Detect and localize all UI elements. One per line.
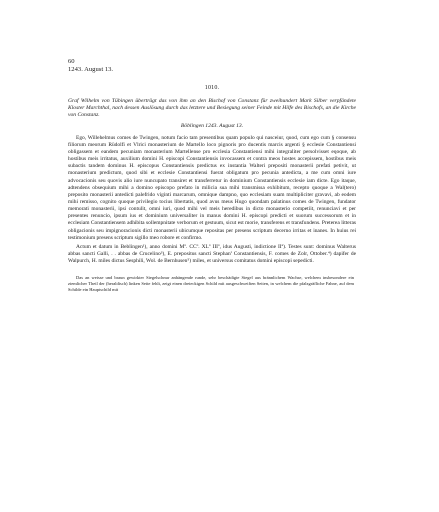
- document-body: [68, 135, 356, 242]
- running-title: 1243. August 13.: [68, 66, 114, 73]
- running-head: [68, 58, 356, 66]
- closing-paragraph: Actum et datum in Beblingen¹), anno domini Mº. CCº. XLº IIIº, idus Augusti, indictione IIª). Testes sunt: dominus Walterus abbas sancti Galli, . . abbas de Crucelino³), E. prepositus sancti Stephanⁱ Constantiensis, F. comes de Zolr, Ottober.⁴) dapifer de Walpurch, H. miles dictus Sesphili, Wol. de Bernhusen⁵) miles, et universus comitatus domini episcopi sepedicti.: [68, 243, 356, 265]
- footnote-paragraph: Das an weisse und braun gewirkter Siegelschnur anhängende runde, sehr beschädigte Siegel aus brännlichem Wachse, welchem insbesondere ein ziemlicher Theil der (heraldisch) linken Seite fehlt, zeigt einen dreieckigen Schild mit ausgeschweiften Seiten, in welchem die pfalzgräfliche Fahne, auf dem Schilde ein Hauptschild mit: [68, 275, 354, 293]
- running-title-wrap: [68, 66, 356, 74]
- body-paragraph: Ego, Willehelmus comes de Twingen, notum facio tam presentibus quam populo qui nasceiur, quod, cum ego cum § consensu filiorum meorum Rüdolfi et Vlrici monasterium de Martello loco pignoris pro ducentis marcis argenti § ecclesie Constantiensi obligassem et eandem pecuniam monasterium Martellense pro ecclesia Constantiensi mihi integraliter persolvisset eqoque, ab hostibus meis irritatus, auxilium domini H. episcopi Constantiensis invocassem et contra meos hostes accepissem, hostibus meis subactis tandem dominus H. episcopus Constantiensis predictus ex instantia Walteri prepositi monasterii prefati petivit, ut monasterium predictum, quod sibi et ecclesie Constantiensi fuerat obligatum pro pecunia antedicta, a me cum omni iure advocacionis seu quovis alio iure nuncupato transiret et transferretur in dominium Constantiensis ecclesie iam dicte. Ego itaque, adtendens obsequium mihi a domino episcopo prefato in milicia sua mihi transmissa exhibitum, recepto quoque a Wal(tero) preposito monasterii antedicti palefrido viginti marcarum, omnique dampno, quo ecclesiam suam multipliciter gravavi, ab eodem mihi remisso, cognito quoque privilegio tocius libertatis, quod avus meus Hugo quondam palatinus comes de Twingen, fundator memorati monasterii, ipsi contulit, omni iuri, quod mihi vel meis heredibus in dicto monasterio competiit, renunciavi et per presentes renuncio, ipsum ius et dominium universaliter in manus domini H. episcopi predicti et suorum successorum et in ecclesiam Constantiensem adhibita sollempnitate verborum et gestuum, sicut est morie, transferens et transfundens. Preterea litteras obligacionis seu impignoracionis dicti monasterii ubicumque repositas per presens scriptum decerno irritas et inanes. In huius rei testimonium presens scriptum sigillo meo robore et confirmo.: [68, 134, 356, 241]
- seal-footnote: [68, 275, 356, 293]
- page-number: 60: [68, 58, 75, 65]
- document-number: 1010.: [204, 85, 220, 91]
- document-summary: Graf Wilhelm von Tübingen überträgt das von ihm an den Bischof von Constanz für zweihundert Mark Silber verpfändete Kloster Marchthal, nach dessen Auslösung durch das letztere und Besiegung seiner Feinde mit Hilfe des Bischofs, an die Kirche von Constanz.: [68, 98, 356, 119]
- document-closing: [68, 244, 356, 265]
- document-dateline: Böblingen 1243. August 13.: [180, 122, 244, 129]
